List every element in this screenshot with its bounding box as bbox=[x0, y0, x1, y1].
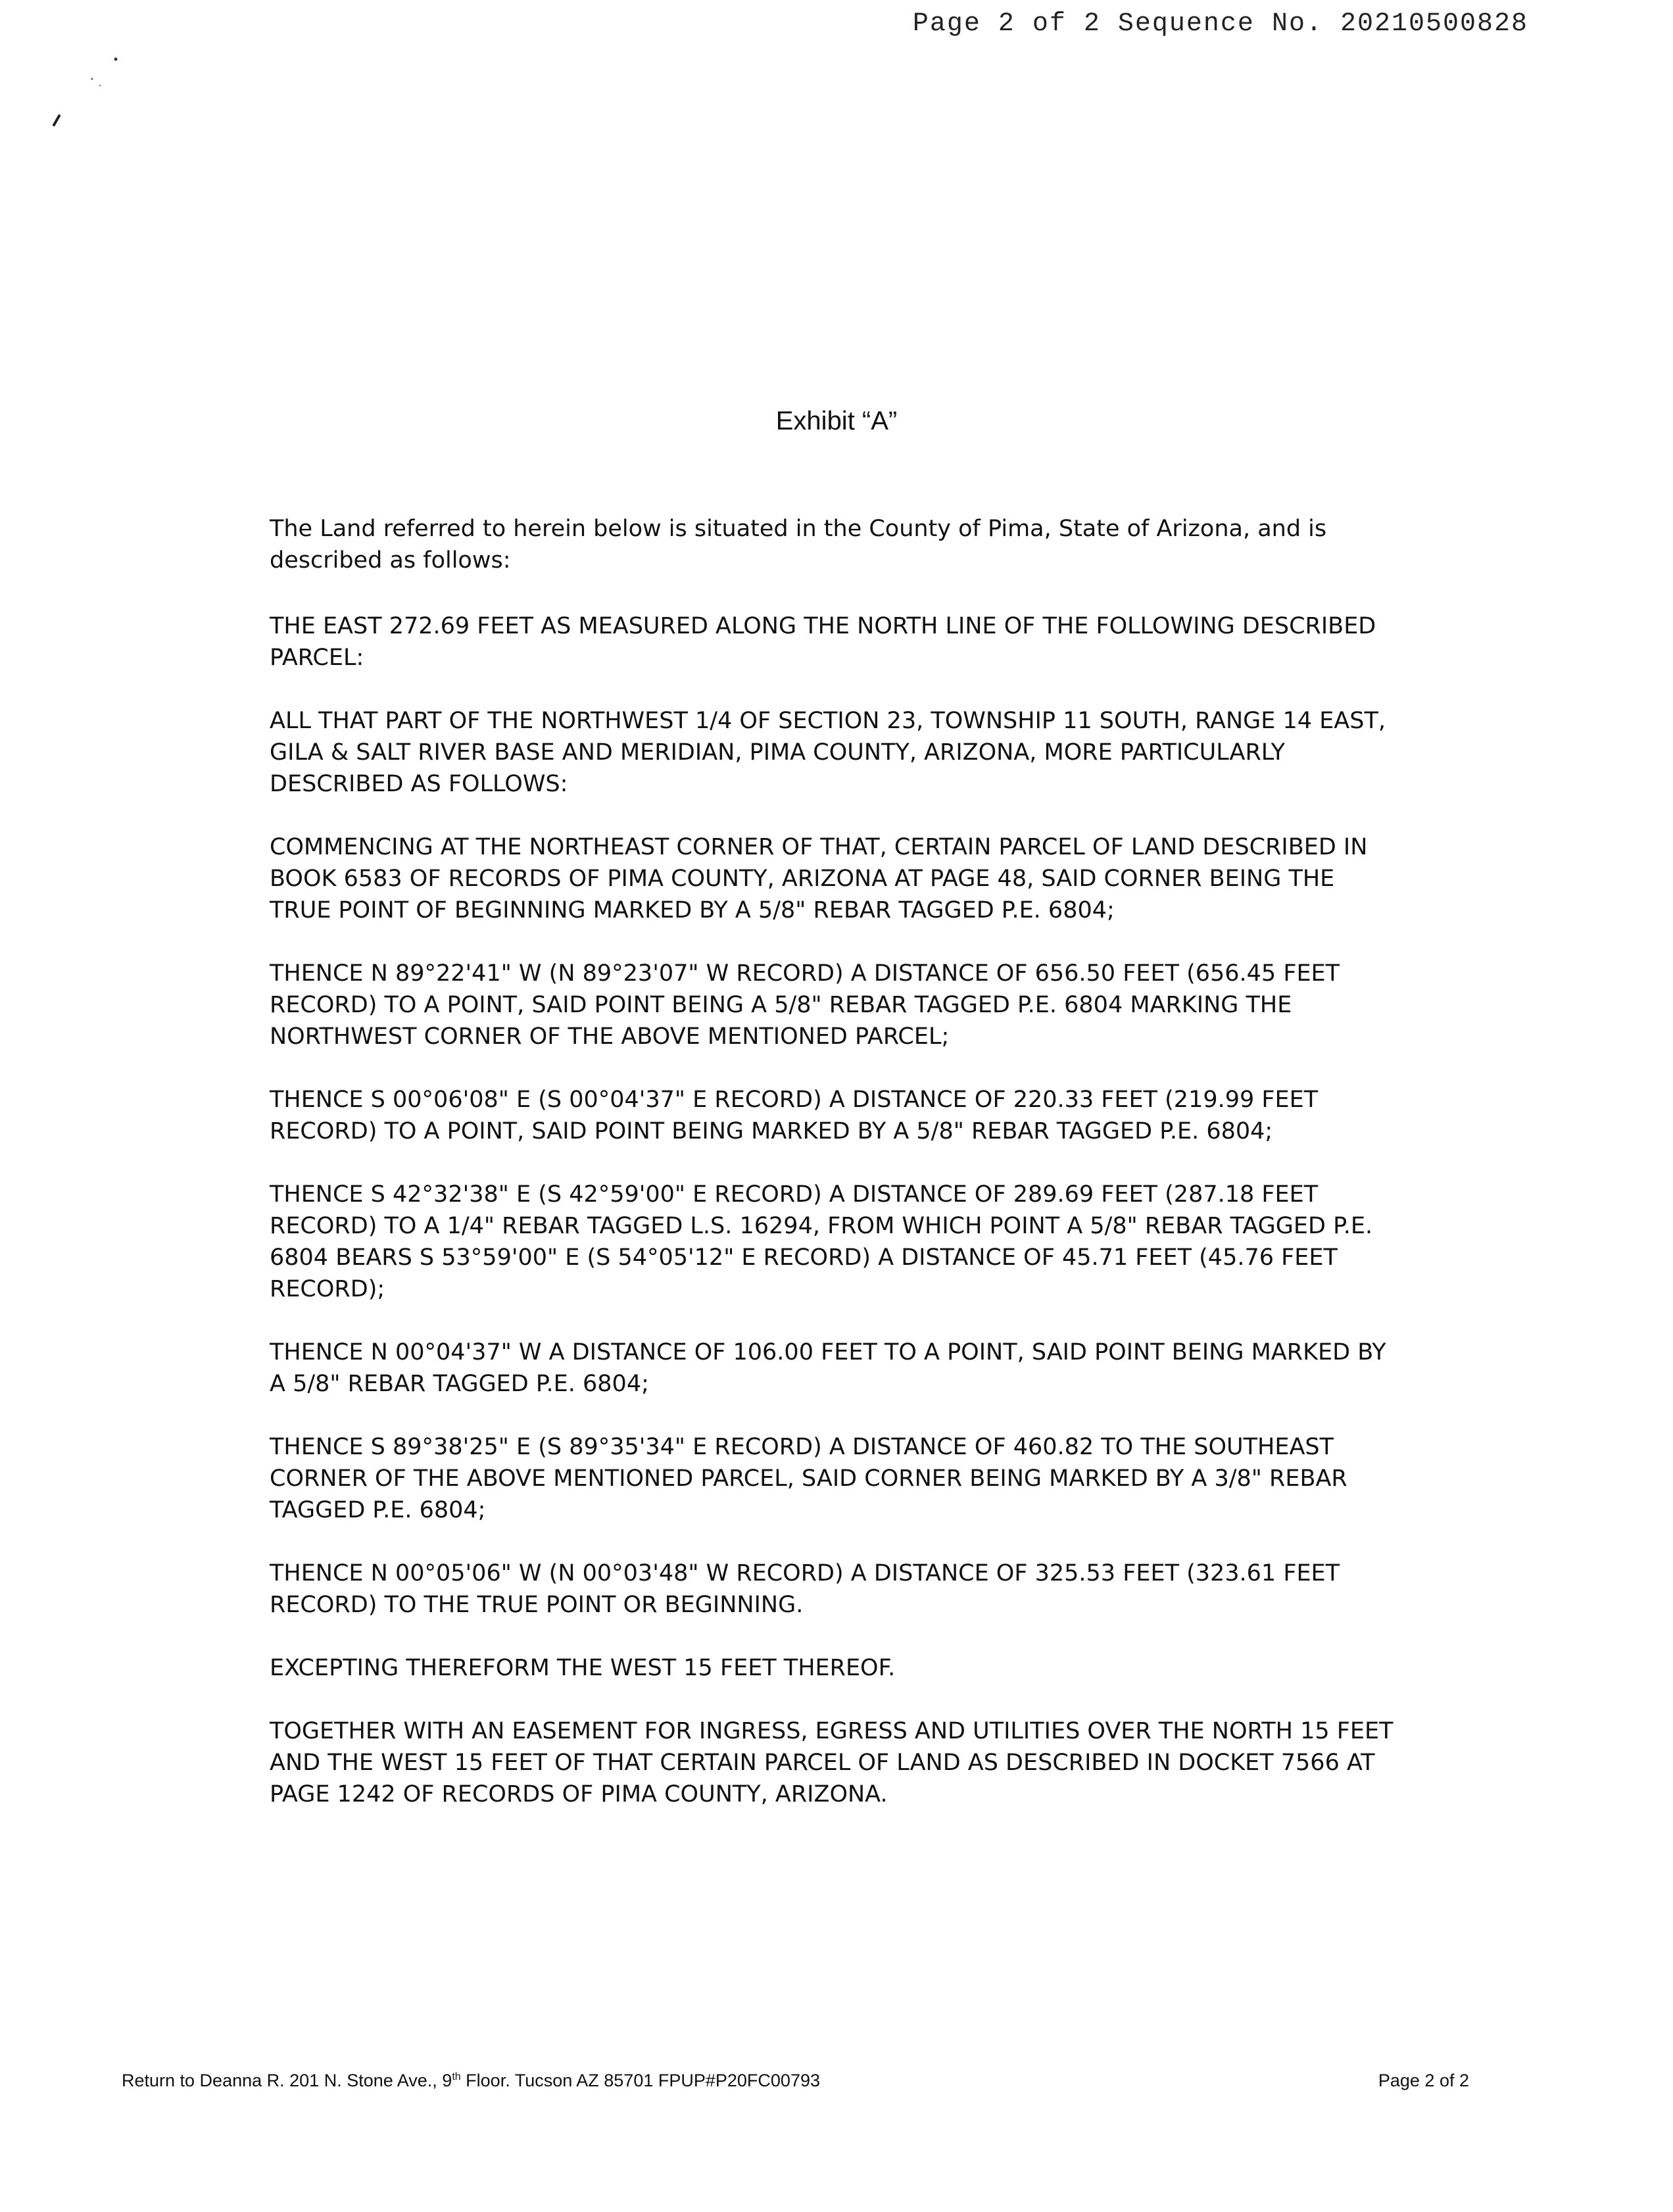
parcel-paragraph: THENCE S 42°32'38" E (S 42°59'00" E RECORD) A DISTANCE OF 289.69 FEET (287.18 FEET RECORD) TO A 1/4" REBAR TAGGED L.S. 16294, FROM WHICH POINT A 5/8" REBAR TAGGED P.E. 6804 BEARS S 53°59'00" E (S 54°05'12" E RECORD) A DISTANCE OF 45.71 FEET (45.76 FEET RECORD); bbox=[270, 1181, 1373, 1302]
return-address bbox=[122, 2071, 820, 2091]
parcel-paragraph: THENCE N 00°05'06" W (N 00°03'48" W RECORD) A DISTANCE OF 325.53 FEET (323.61 FEET RECORD) TO THE TRUE POINT OR BEGINNING. bbox=[270, 1560, 1340, 1618]
parcel-paragraph: COMMENCING AT THE NORTHEAST CORNER OF THAT, CERTAIN PARCEL OF LAND DESCRIBED IN BOOK 6583 OF RECORDS OF PIMA COUNTY, ARIZONA AT PAGE 48, SAID CORNER BEING THE TRUE POINT OF BEGINNING MARKED BY A 5/8" REBAR TAGGED P.E. 6804; bbox=[270, 834, 1368, 923]
parcel-paragraph: THENCE N 00°04'37" W A DISTANCE OF 106.00 FEET TO A POINT, SAID POINT BEING MARKED BY A 5/8" REBAR TAGGED P.E. 6804; bbox=[270, 1339, 1386, 1397]
parcel-paragraph: ALL THAT PART OF THE NORTHWEST 1/4 OF SECTION 23, TOWNSHIP 11 SOUTH, RANGE 14 EAST, GILA & SALT RIVER BASE AND MERIDIAN, PIMA COUNTY, ARIZONA, MORE PARTICULARLY DESCRIBED AS FOLLOWS: bbox=[270, 708, 1386, 797]
parcel-paragraph: THENCE S 89°38'25" E (S 89°35'34" E RECORD) A DISTANCE OF 460.82 TO THE SOUTHEAST CORNER OF THE ABOVE MENTIONED PARCEL, SAID CORNER BEING MARKED BY A 3/8" REBAR TAGGED P.E. 6804; bbox=[270, 1434, 1347, 1523]
recording-stamp: Page 2 of 2 Sequence No. 20210500828 bbox=[912, 9, 1528, 39]
return-address-suffix: Floor. Tucson AZ 85701 FPUP#P20FC00793 bbox=[460, 2071, 820, 2090]
exception-paragraph: EXCEPTING THEREFORM THE WEST 15 FEET THEREOF. bbox=[270, 1655, 896, 1681]
footer-page-number: Page 2 of 2 bbox=[1378, 2071, 1469, 2090]
scan-specks bbox=[46, 53, 125, 138]
return-address-superscript: th bbox=[452, 2071, 461, 2082]
parcel-paragraph: THENCE S 00°06'08" E (S 00°04'37" E RECORD) A DISTANCE OF 220.33 FEET (219.99 FEET RECORD) TO A POINT, SAID POINT BEING MARKED BY A 5/8" REBAR TAGGED P.E. 6804; bbox=[270, 1087, 1319, 1144]
legal-description bbox=[270, 513, 1401, 1842]
parcel-paragraph: THENCE N 89°22'41" W (N 89°23'07" W RECORD) A DISTANCE OF 656.50 FEET (656.45 FEET RECORD) TO A POINT, SAID POINT BEING A 5/8" REBAR TAGGED P.E. 6804 MARKING THE NORTHWEST CORNER OF THE ABOVE MENTIONED PARCEL; bbox=[270, 960, 1340, 1050]
return-address-prefix: Return to Deanna R. 201 N. Stone Ave., 9 bbox=[122, 2071, 452, 2090]
easement-paragraph: TOGETHER WITH AN EASEMENT FOR INGRESS, EGRESS AND UTILITIES OVER THE NORTH 15 FEET AND THE WEST 15 FEET OF THAT CERTAIN PARCEL OF LAND AS DESCRIBED IN DOCKET 7566 AT PAGE 1242 OF RECORDS OF PIMA COUNTY, ARIZONA. bbox=[270, 1718, 1394, 1807]
parcel-paragraph: THE EAST 272.69 FEET AS MEASURED ALONG THE NORTH LINE OF THE FOLLOWING DESCRIBED PARCEL: bbox=[270, 613, 1376, 671]
exhibit-title: Exhibit “A” bbox=[775, 406, 898, 435]
intro-paragraph: The Land referred to herein below is situated in the County of Pima, State of Arizona, and is described as follows: bbox=[270, 516, 1327, 574]
